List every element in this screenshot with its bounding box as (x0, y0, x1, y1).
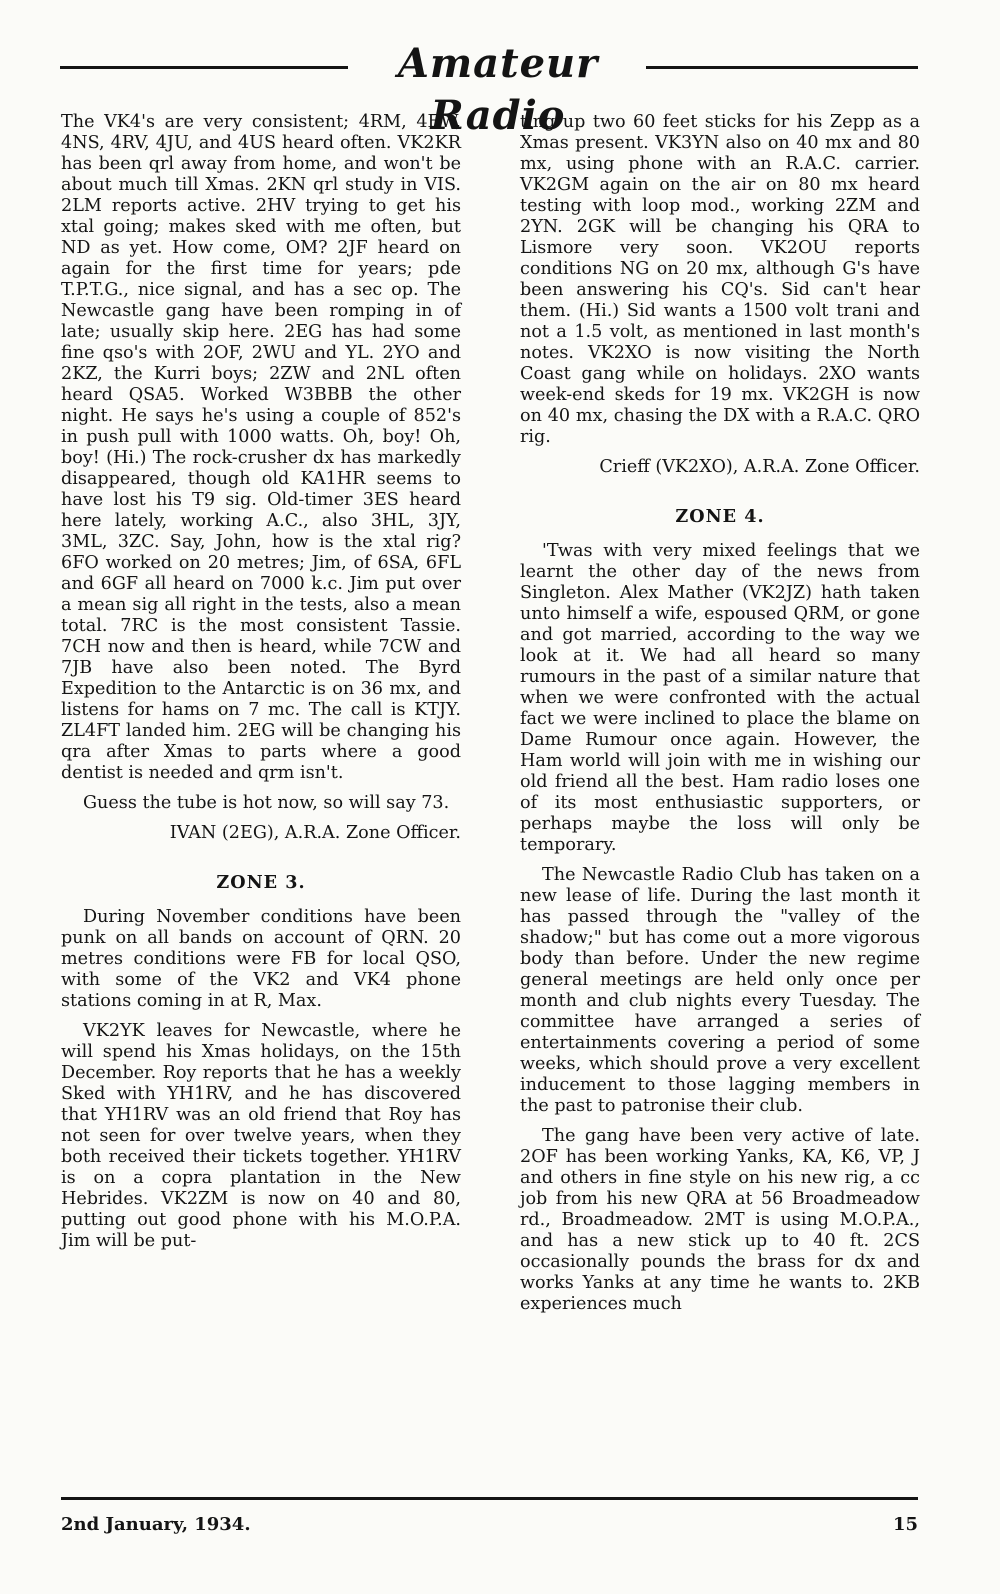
right-column (520, 112, 920, 1324)
zone4-paragraph-2: The Newcastle Radio Club has taken on a new lease of life. During the last month it has passed through the "valley of the shadow;" but has come out a more vigorous body than before. Under the new regime general meetings are held only once per month and club nights every Tuesday. The committee have arranged a series of entertainments covering a period of some weeks, which should prove a very excellent inducement to those lagging members in the past to patronise their club. (520, 865, 920, 1116)
zone3-paragraph-continued: ting up two 60 feet sticks for his Zepp as a Xmas present. VK3YN also on 40 mx and 80 mx, using phone with an R.A.C. carrier. VK2GM again on the air on 80 mx heard testing with loop mod., working 2ZM and 2YN. 2GK will be changing his QRA to Lismore very soon. VK2OU reports conditions NG on 20 mx, although G's have been answering his CQ's. Sid can't hear them. (Hi.) Sid wants a 1500 volt trani and not a 1.5 volt, as mentioned in last month's notes. VK2XO is now visiting the North Coast gang while on holidays. 2XO wants week-end skeds for 19 mx. VK2GH is now on 40 mx, chasing the DX with a R.A.C. QRO rig. (520, 112, 920, 447)
page-number: 15 (892, 1514, 918, 1535)
footer-rule (61, 1497, 918, 1500)
left-column (61, 112, 461, 1261)
zone4-heading: ZONE 4. (675, 506, 765, 527)
masthead-rule-right (646, 66, 918, 69)
masthead-rule-left (60, 66, 348, 69)
zone2-signature: IVAN (2EG), A.R.A. Zone Officer. (169, 823, 461, 843)
zone3-paragraph-2: VK2YK leaves for Newcastle, where he will spend his Xmas holidays, on the 15th December. Roy reports that he has a weekly Sked with YH1RV, and he has discovered that YH1RV was an old friend that Roy has not seen for over twelve years, when they both received their tickets together. YH1RV is on a copra plantation in the New Hebrides. VK2ZM is now on 40 and 80, putting out good phone with his M.O.P.A. Jim will be put- (61, 1021, 461, 1251)
zone4-paragraph-3: The gang have been very active of late. 2OF has been working Yanks, KA, K6, VP, J and others in fine style on his new rig, a cc job from his new QRA at 56 Broadmeadow rd., Broadmeadow. 2MT is using M.O.P.A., and has a new stick up to 40 ft. 2CS occasionally pounds the brass for dx and works Yanks at any time he wants to. 2KB experiences much (520, 1126, 920, 1314)
masthead (60, 38, 918, 139)
masthead-title: Amateur Radio (397, 40, 599, 139)
zone2-paragraph-1: The VK4's are very consistent; 4RM, 4EW, 4NS, 4RV, 4JU, and 4US heard often. VK2KR has been qrl away from home, and won't be about much till Xmas. 2KN qrl study in VIS. 2LM reports active. 2HV trying to get his xtal going; makes sked with me often, but ND as yet. How come, OM? 2JF heard on again for the first time for years; pde T.P.T.G., nice signal, and has a sec op. The Newcastle gang have been romping in of late; usually skip here. 2EG has had some fine qso's with 2OF, 2WU and YL. 2YO and 2KZ, the Kurri boys; 2ZW and 2NL often heard QSA5. Worked W3BBB the other night. He says he's using a couple of 852's in push pull with 1000 watts. Oh, boy! Oh, boy! (Hi.) The rock-crusher dx has markedly disappeared, though old KA1HR seems to have lost his T9 sig. Old-timer 3ES heard here lately, working A.C., also 3HL, 3JY, 3ML, 3ZC. Say, John, how is the xtal rig? 6FO worked on 20 metres; Jim, of 6SA, 6FL and 6GF all heard on 7000 k.c. Jim put over a mean sig all right in the tests, also a mean total. 7RC is the most consistent Tassie. 7CH now and then is heard, while 7CW and 7JB have also been noted. The Byrd Expedition to the Antarctic is on 36 mx, and listens for hams on 7 mc. The call is KTJY. ZL4FT landed him. 2EG will be changing his qra after Xmas to parts where a good dentist is needed and qrm isn't. (61, 112, 461, 783)
zone2-paragraph-2: Guess the tube is hot now, so will say 73. (83, 793, 450, 813)
zone4-paragraph-1: 'Twas with very mixed feelings that we learnt the other day of the news from Singleton. Alex Mather (VK2JZ) hath taken unto himself a wife, espoused QRM, or gone and got married, according to the way we look at it. We had all heard so many rumours in the past of a similar nature that when we were confronted with the actual fact we were inclined to place the blame on Dame Rumour once again. However, the Ham world will join with me in wishing our old friend all the best. Ham radio loses one of its most enthusiastic supporters, or perhaps maybe the loss will only be temporary. (520, 541, 920, 855)
zone3-heading: ZONE 3. (216, 872, 306, 893)
footer-date: 2nd January, 1934. (61, 1514, 251, 1535)
zone3-paragraph-1: During November conditions have been punk on all bands on account of QRN. 20 metres conditions were FB for local QSO, with some of the VK2 and VK4 phone stations coming in at R, Max. (61, 907, 461, 1011)
zone3-signature: Crieff (VK2XO), A.R.A. Zone Officer. (599, 457, 920, 477)
